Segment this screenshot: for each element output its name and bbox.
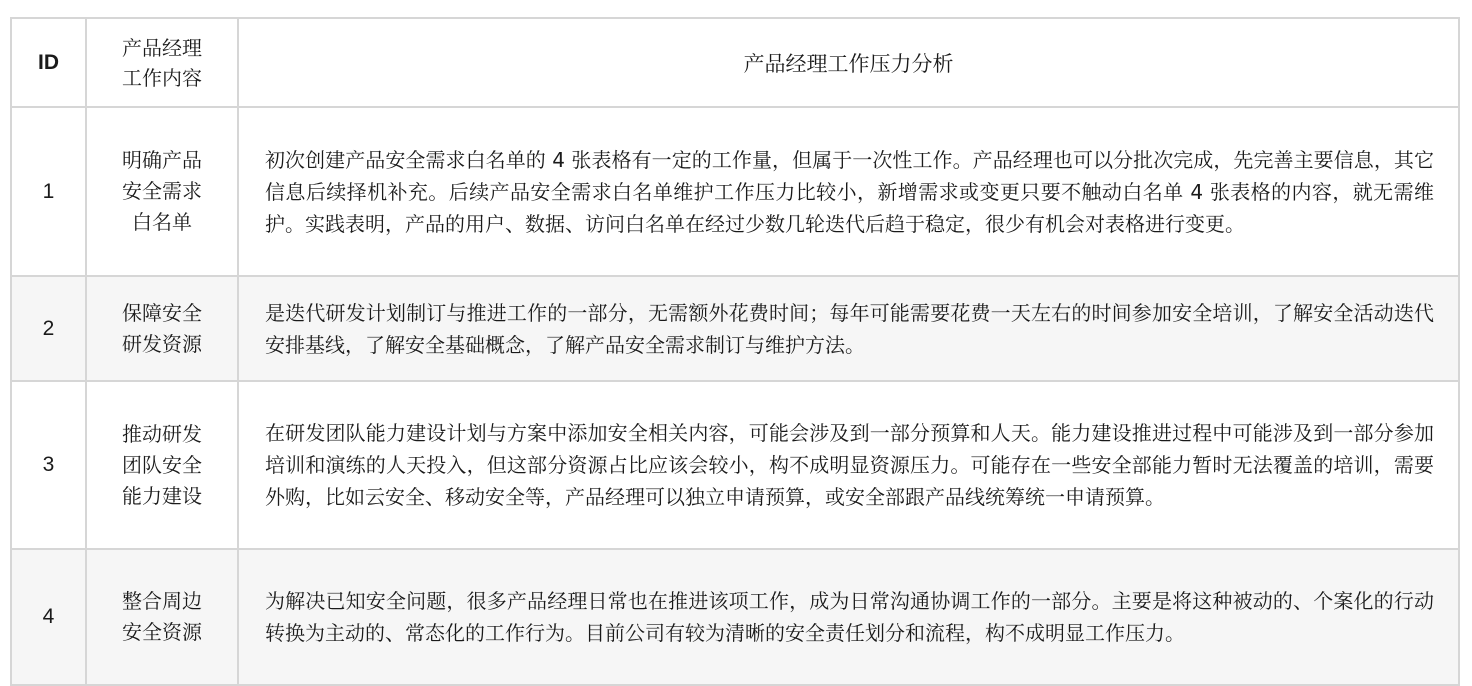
header-row	[11, 18, 1459, 107]
row-work	[86, 276, 238, 381]
header-analysis: 产品经理工作压力分析	[238, 18, 1459, 107]
row-analysis: 在研发团队能力建设计划与方案中添加安全相关内容，可能会涉及到一部分预算和人天。能力建设推进过程中可能涉及到一部分参加培训和演练的人天投入，但这部分资源占比应该会较小，构不成明显资源压力。可能存在一些安全部能力暂时无法覆盖的培训，需要外购，比如云安全、移动安全等，产品经理可以独立申请预算，或安全部跟产品线统筹统一申请预算。	[238, 381, 1459, 549]
table-row	[11, 381, 1459, 549]
header-work	[86, 18, 238, 107]
pm-workload-table	[10, 17, 1460, 686]
table-row	[11, 549, 1459, 685]
row-work	[86, 549, 238, 685]
table-header	[11, 18, 1459, 107]
row-id: 4	[11, 549, 86, 685]
table-row	[11, 107, 1459, 276]
row-work-label: 明确产品安全需求白名单	[122, 148, 202, 234]
row-analysis: 是迭代研发计划制订与推进工作的一部分，无需额外花费时间；每年可能需要花费一天左右的时间参加安全培训，了解安全活动迭代安排基线，了解安全基础概念，了解产品安全需求制订与维护方法。	[238, 276, 1459, 381]
row-id: 1	[11, 107, 86, 276]
row-id: 3	[11, 381, 86, 549]
table-body	[11, 107, 1459, 685]
row-work	[86, 381, 238, 549]
analysis-table-container	[10, 17, 1458, 686]
header-work-label: 产品经理工作内容	[122, 35, 202, 90]
row-work	[86, 107, 238, 276]
table-row	[11, 276, 1459, 381]
row-id: 2	[11, 276, 86, 381]
header-id: ID	[11, 18, 86, 107]
row-work-label: 保障安全研发资源	[122, 300, 202, 356]
row-work-label: 整合周边安全资源	[122, 589, 202, 644]
row-work-label: 推动研发团队安全能力建设	[122, 421, 202, 508]
row-analysis: 为解决已知安全问题，很多产品经理日常也在推进该项工作，成为日常沟通协调工作的一部分。主要是将这种被动的、个案化的行动转换为主动的、常态化的工作行为。目前公司有较为清晰的安全责任划分和流程，构不成明显工作压力。	[238, 549, 1459, 685]
row-analysis: 初次创建产品安全需求白名单的 4 张表格有一定的工作量，但属于一次性工作。产品经理也可以分批次完成，先完善主要信息，其它信息后续择机补充。后续产品安全需求白名单维护工作压力比较小，新增需求或变更只要不触动白名单 4 张表格的内容，就无需维护。实践表明，产品的用户、数据、访问白名单在经过少数几轮迭代后趋于稳定，很少有机会对表格进行变更。	[238, 107, 1459, 276]
